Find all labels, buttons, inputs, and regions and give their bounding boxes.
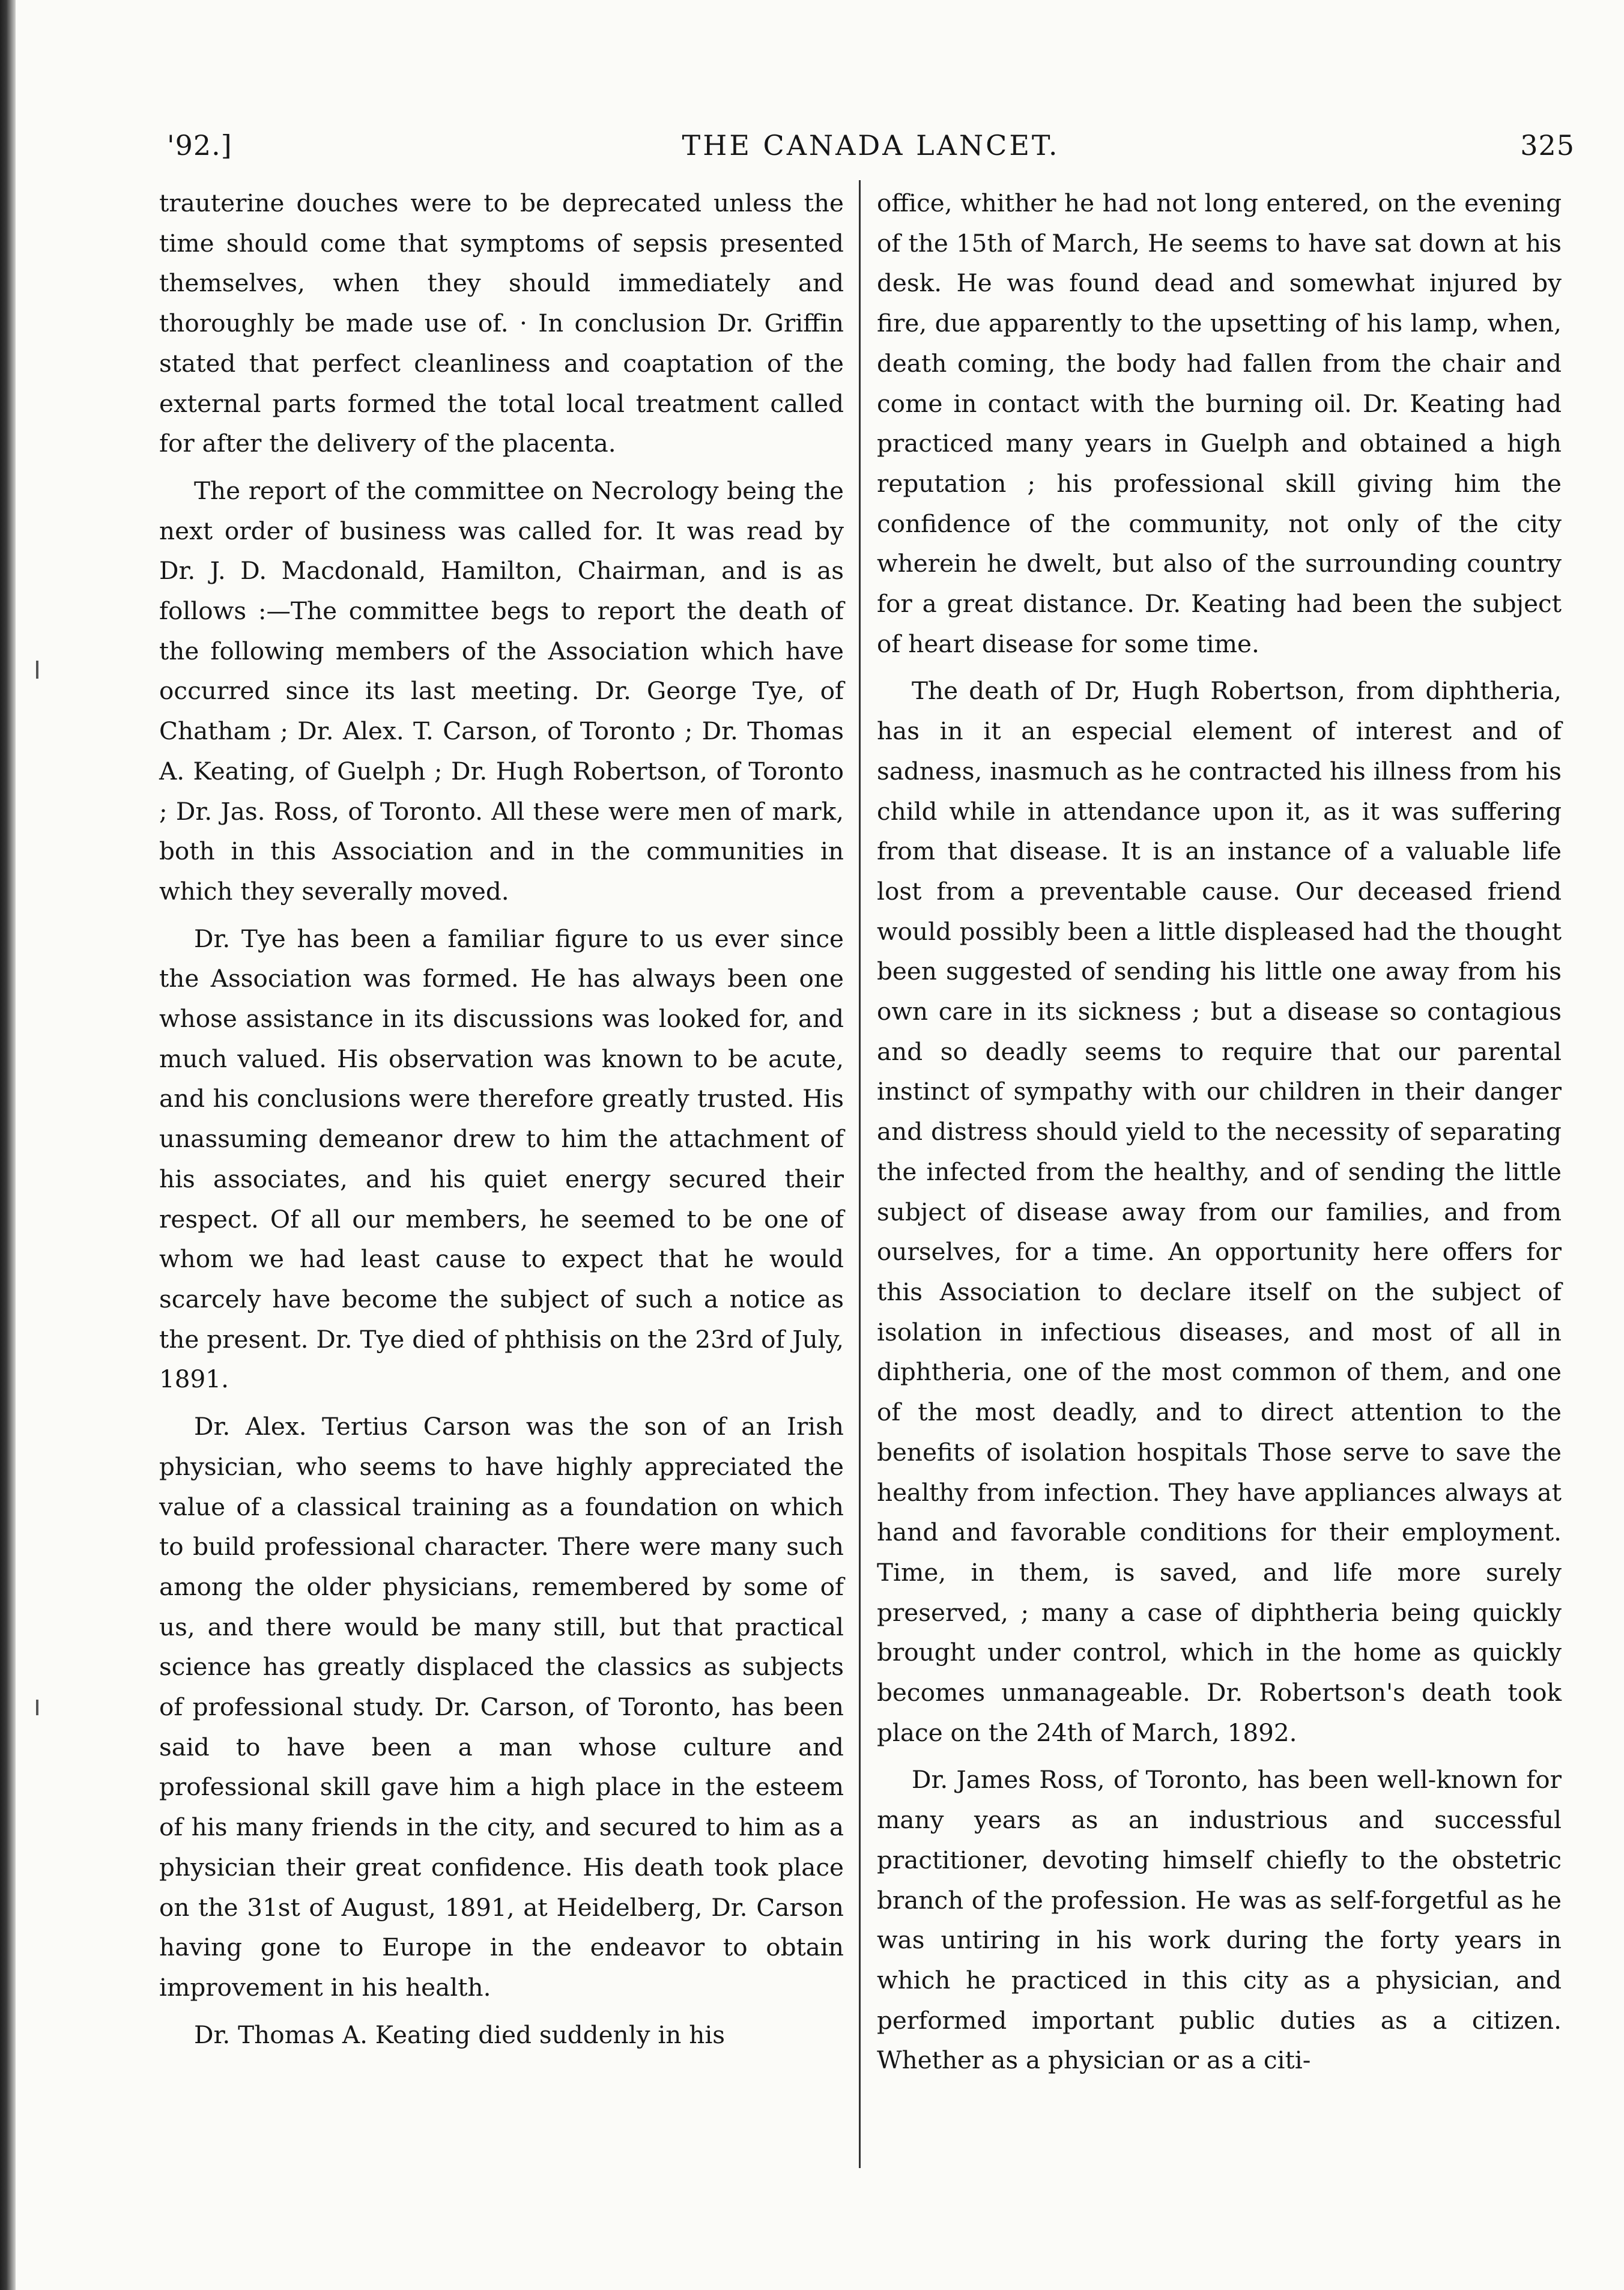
scan-mark — [36, 661, 38, 679]
binding-edge — [0, 0, 16, 2290]
paragraph: Dr. Alex. Tertius Carson was the son of an Irish physician, who seems to have highly appreciated the value of a classical training as a foundation on which to build professional character. There were many such among the older physicians, remembered by some of us, and there would be many still, but that practical science has greatly displaced the classics as subjects of professional study. Dr. Carson, of Toronto, has been said to have been a man whose culture and professional skill gave him a high place in the esteem of his many friends in the city, and secured to him as a physician their great confidence. His death took place on the 31st of August, 1891, at Heidelberg, Dr. Carson having gone to Europe in the endeavor to obtain improvement in his health. — [159, 1412, 844, 2002]
running-header — [167, 129, 1575, 171]
issue-year: '92.] — [167, 129, 232, 162]
column-divider — [859, 180, 861, 2168]
paragraph: Dr. Thomas A. Keating died suddenly in his — [194, 2020, 726, 2049]
paragraph: The report of the committee on Necrology being the next order of business was called for. It was read by Dr. J. D. Macdonald, Hamilton, Chairman, and is as follows :—The committee begs to report the death of the following members of the Association which have occurred since its last meeting. Dr. George Tye, of Chatham ; Dr. Alex. T. Carson, of Toronto ; Dr. Thomas A. Keating, of Guelph ; Dr. Hugh Robertson, of Toronto ; Dr. Jas. Ross, of Toronto. All these were men of mark, both in this Association and in the communities in which they severally moved. — [159, 476, 844, 906]
paragraph: office, whither he had not long entered, on the evening of the 15th of March, He seems to have sat down at his desk. He was found dead and somewhat injured by fire, due apparently to the upsetting of his lamp, when, death coming, the body had fallen from the chair and come in contact with the burning oil. Dr. Keating had practiced many years in Guelph and obtained a high reputation ; his professional skill giving him the confidence of the community, not only of the city wherein he dwelt, but also of the surrounding country for a great distance. Dr. Keating had been the subject of heart disease for some time. — [877, 189, 1562, 658]
paragraph: The death of Dr, Hugh Robertson, from diphtheria, has in it an especial element of interest and of sadness, inasmuch as he contracted his illness from his child while in attendance upon it, as it was suffering from that disease. It is an instance of a valuable life lost from a preventable cause. Our deceased friend would possibly been a little displeased had the thought been suggested of sending his little one away from his own care in its sickness ; but a disease so contagious and so deadly seems to require that our parental instinct of sympathy with our children in their danger and distress should yield to the necessity of separating the infected from the healthy, and of sending the little subject of disease away from our families, and from ourselves, for a time. An opportunity here offers for this Association to declare itself on the subject of isolation in infectious diseases, and most of all in diphtheria, one of the most common of them, and one of the most deadly, and to direct attention to the benefits of isolation hospitals Those serve to save the healthy from infection. They have appliances always at hand and favorable conditions for their employment. Time, in them, is saved, and life more surely preserved, ; many a case of diphtheria being quickly brought under control, which in the home as quickly becomes unmanageable. Dr. Robertson's death took place on the 24th of March, 1892. — [877, 676, 1562, 1747]
paragraph: trauterine douches were to be deprecated unless the time should come that symptoms of sepsis presented themselves, when they should immediately and thoroughly be made use of. · In conclusion Dr. Griffin stated that perfect cleanliness and coaptation of the external parts formed the total local treatment called for after the delivery of the placenta. — [159, 189, 844, 458]
page-number: 325 — [1520, 129, 1575, 162]
paragraph: Dr. Tye has been a familiar figure to us ever since the Association was formed. He has always been one whose assistance in its discussions was looked for, and much valued. His observation was known to be acute, and his conclusions were therefore greatly trusted. His unassuming demeanor drew to him the attachment of his associates, and his quiet energy secured their respect. Of all our members, he seemed to be one of whom we had least cause to expect that he would scarcely have become the subject of such a notice as the present. Dr. Tye died of phthisis on the 23rd of July, 1891. — [159, 924, 844, 1394]
paragraph: Dr. James Ross, of Toronto, has been well-known for many years as an industrious and successful practitioner, devoting himself chiefly to the obstetric branch of the profession. He was as self-forgetful as he was untiring in his work during the forty years in which he practiced in this city as a physician, and performed important public duties as a citizen. Whether as a physician or as a citi- — [877, 1765, 1562, 2075]
left-column — [159, 183, 844, 2062]
journal-title: THE CANADA LANCET. — [682, 129, 1060, 162]
right-column — [877, 183, 1562, 2088]
scan-mark — [36, 1700, 38, 1715]
